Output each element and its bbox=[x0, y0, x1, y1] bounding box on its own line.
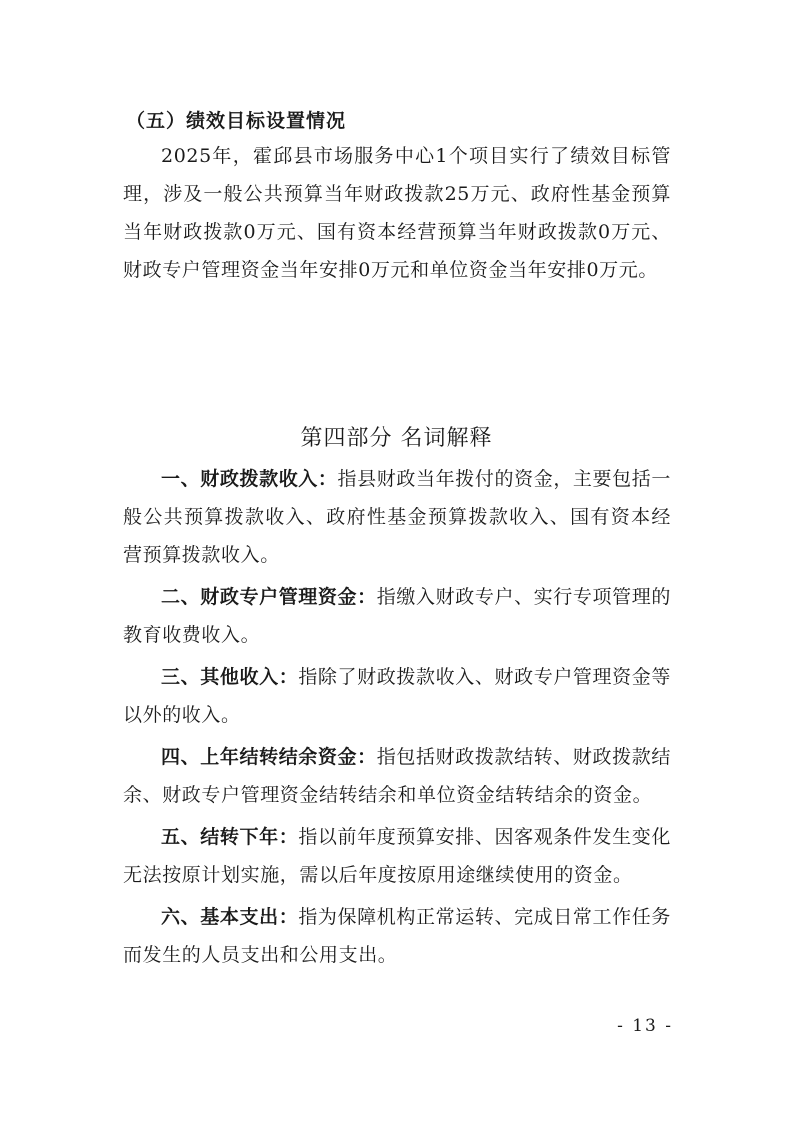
glossary-list bbox=[123, 460, 671, 978]
glossary-item bbox=[123, 898, 671, 974]
term-definition: 指以前年度预算安排、因客观条件发生变化无法按原计划实施，需以后年度按原用途继续使用的资金。 bbox=[123, 826, 671, 886]
term-definition: 指缴入财政专户、实行专项管理的教育收费收入。 bbox=[123, 586, 671, 646]
glossary-item bbox=[123, 738, 671, 814]
term-definition: 指县财政当年拨付的资金，主要包括一般公共预算拨款收入、政府性基金预算拨款收入、国有资本经营预算拨款收入。 bbox=[123, 468, 671, 566]
term-label: 五、结转下年： bbox=[161, 826, 299, 848]
term-label: 一、财政拨款收入： bbox=[161, 468, 338, 490]
term-definition: 指为保障机构正常运转、完成日常工作任务而发生的人员支出和公用支出。 bbox=[123, 906, 671, 966]
page-number: - 13 - bbox=[617, 1016, 673, 1036]
part-title: 第四部分 名词解释 bbox=[300, 426, 493, 451]
performance-paragraph: 2025年，霍邱县市场服务中心1个项目实行了绩效目标管理，涉及一般公共预算当年财政拨款25万元、政府性基金预算当年财政拨款0万元、国有资本经营预算当年财政拨款0万元、财政专户管理资金当年安排0万元和单位资金当年安排0万元。 bbox=[123, 145, 671, 281]
term-definition: 指除了财政拨款收入、财政专户管理资金等以外的收入。 bbox=[123, 666, 671, 726]
glossary-item bbox=[123, 460, 671, 574]
section-heading: （五）绩效目标设置情况 bbox=[126, 110, 347, 132]
glossary-item bbox=[123, 578, 671, 654]
glossary-item bbox=[123, 658, 671, 734]
glossary-item bbox=[123, 818, 671, 894]
term-definition: 指包括财政拨款结转、财政拨款结余、财政专户管理资金结转结余和单位资金结转结余的资金。 bbox=[123, 746, 671, 806]
term-label: 六、基本支出： bbox=[161, 906, 299, 928]
term-label: 三、其他收入： bbox=[161, 666, 299, 688]
term-label: 二、财政专户管理资金： bbox=[161, 586, 377, 608]
term-label: 四、上年结转结余资金： bbox=[161, 746, 377, 768]
